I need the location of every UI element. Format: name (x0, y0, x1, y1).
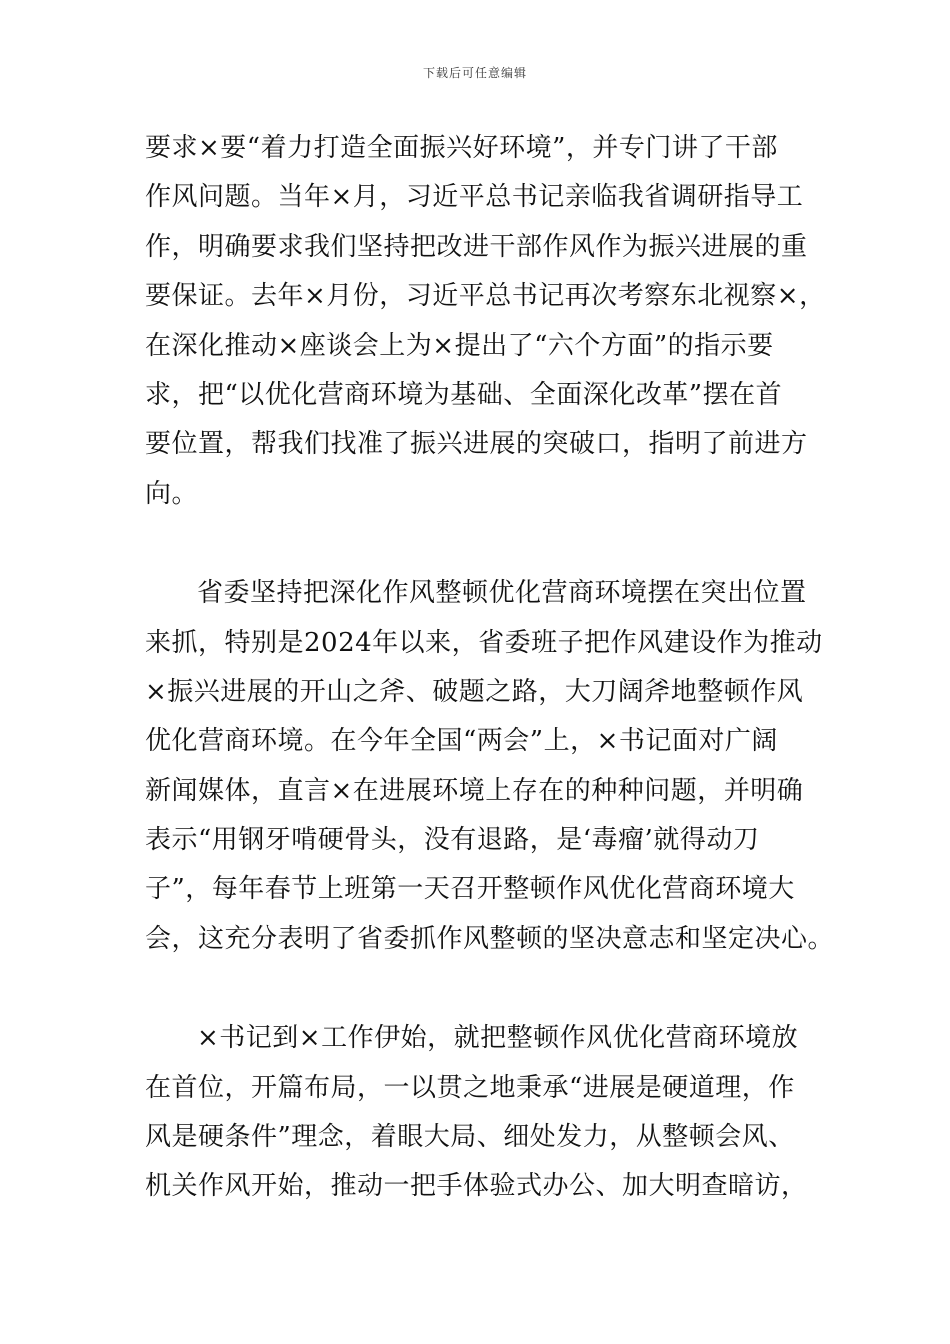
paragraph-2 (145, 569, 835, 964)
paragraph-3 (145, 1014, 825, 1212)
text-line: 会，这充分表明了省委抓作风整顿的坚决意志和坚定决心。 (145, 923, 835, 954)
text-line: 风是硬条件”理念，着眼大局、细处发力，从整顿会风、 (145, 1122, 795, 1153)
paragraph-1 (145, 124, 825, 519)
text-line: 作，明确要求我们坚持把改进干部作风作为振兴进展的重 (145, 231, 808, 262)
text-line: 省委坚持把深化作风整顿优化营商环境摆在突出位置 (197, 578, 807, 609)
text-line: 在首位，开篇布局，一以贯之地秉承“进展是硬道理，作 (145, 1072, 795, 1103)
document-body (145, 124, 835, 1212)
text-line: 作风问题。当年×月，习近平总书记亲临我省调研指导工 (145, 182, 804, 213)
text-line: 要求×要“着力打造全面振兴好环境”，并专门讲了干部 (145, 133, 778, 163)
text-line: 向。 (145, 478, 199, 509)
text-line: 新闻媒体，直言×在进展环境上存在的种种问题，并明确 (145, 775, 804, 806)
text-line: 机关作风开始，推动一把手体验式办公、加大明查暗访， (145, 1171, 808, 1202)
text-line: 来抓，特别是2024年以来，省委班子把作风建设作为推动 (145, 627, 823, 658)
text-line: 要保证。去年×月份，习近平总书记再次考察东北视察×， (145, 281, 826, 312)
text-line: ×书记到×工作伊始，就把整顿作风优化营商环境放 (197, 1023, 799, 1054)
text-line: 表示“用钢牙啃硬骨头，没有退路，是‘毒瘤’就得动刀 (145, 825, 760, 856)
text-line: 要位置，帮我们找准了振兴进展的突破口，指明了前进方 (145, 429, 808, 460)
page-header-note: 下载后可任意编辑 (422, 66, 527, 80)
text-line: 子”，每年春节上班第一天召开整顿作风优化营商环境大 (145, 874, 795, 905)
text-line: 在深化推动×座谈会上为×提出了“六个方面”的指示要 (145, 330, 774, 361)
text-line: 求，把“以优化营商环境为基础、全面深化改革”摆在首 (145, 379, 783, 410)
text-line: ×振兴进展的开山之斧、破题之路，大刀阔斧地整顿作风 (145, 676, 804, 707)
text-line: 优化营商环境。在今年全国“两会”上，×书记面对广阔 (145, 726, 778, 757)
